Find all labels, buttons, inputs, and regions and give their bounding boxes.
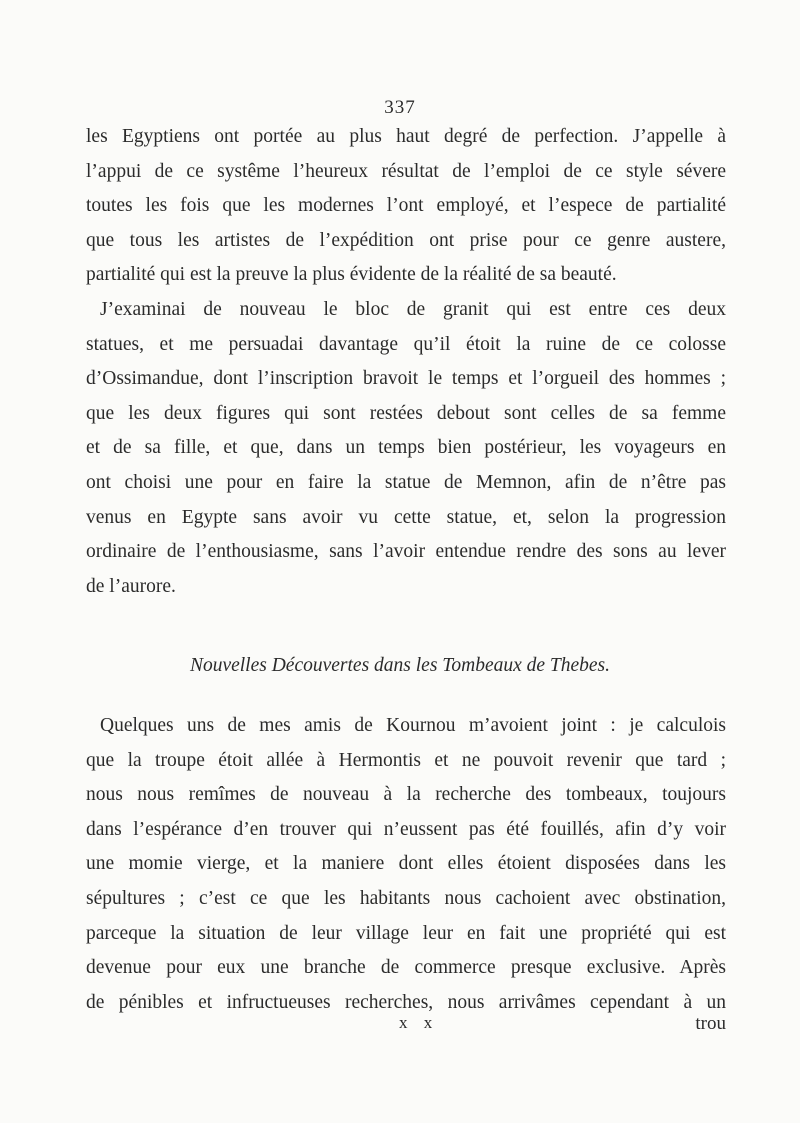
paragraph-3 (86, 709, 726, 1020)
text-line: dans l’espérance d’en trouver qui n’eussent pas été fouillés, afin d’y voir (86, 818, 726, 840)
paragraph-1 (86, 120, 726, 293)
text-line: J’examinai de nouveau le bloc de granit qui est entre ces deux (100, 299, 726, 320)
text-line: Quelques uns de mes amis de Kournou m’avoient joint : je calculois (100, 715, 726, 736)
text-line: l’appui de ce systême l’heureux résultat de l’emploi de ce style sévere (86, 160, 726, 182)
text-line: de l’aurore. (86, 575, 176, 597)
catchword: trou (695, 1013, 726, 1034)
text-line: parceque la situation de leur village leur en fait une propriété qui est (86, 922, 726, 944)
text-line: ont choisi une pour en faire la statue de Memnon, afin de n’être pas (86, 471, 726, 493)
text-line: que les deux figures qui sont restées debout sont celles de sa femme (86, 402, 726, 424)
text-line: sépultures ; c’est ce que les habitants nous cachoient avec obstination, (86, 887, 726, 909)
text-line: une momie vierge, et la maniere dont elles étoient disposées dans les (86, 853, 726, 875)
page-number: 337 (384, 97, 416, 118)
text-line: devenue pour eux une branche de commerce presque exclusive. Après (86, 957, 726, 979)
section-heading: Nouvelles Découvertes dans les Tombeaux de Thebes. (189, 655, 611, 676)
text-line: les Egyptiens ont portée au plus haut degré de perfection. J’appelle à (86, 126, 726, 147)
page-footer (86, 1013, 726, 1047)
text-line: que tous les artistes de l’expédition ont prise pour ce genre austere, (86, 229, 726, 251)
text-line: statues, et me persuadai davantage qu’il étoit la ruine de ce colosse (86, 333, 726, 355)
text-line: d’Ossimandue, dont l’inscription bravoit le temps et l’orgueil des hommes ; (86, 368, 726, 390)
text-line: que la troupe étoit allée à Hermontis et ne pouvoit revenir que tard ; (86, 749, 726, 771)
signature-mark: x x (399, 1013, 439, 1032)
text-line: et de sa fille, et que, dans un temps bien postérieur, les voyageurs en (86, 437, 726, 459)
text-line: de pénibles et infructueuses recherches, nous arrivâmes cependant à un (86, 991, 726, 1013)
text-line: venus en Egypte sans avoir vu cette statue, et, selon la progression (86, 506, 726, 528)
paragraph-2 (86, 293, 726, 604)
text-line: partialité qui est la preuve la plus évidente de la réalité de sa beauté. (86, 264, 617, 286)
text-line: ordinaire de l’enthousiasme, sans l’avoir entendue rendre des sons au lever (86, 541, 726, 563)
text-line: nous nous remîmes de nouveau à la recherche des tombeaux, toujours (86, 784, 726, 806)
text-line: toutes les fois que les modernes l’ont employé, et l’espece de partialité (86, 195, 726, 217)
